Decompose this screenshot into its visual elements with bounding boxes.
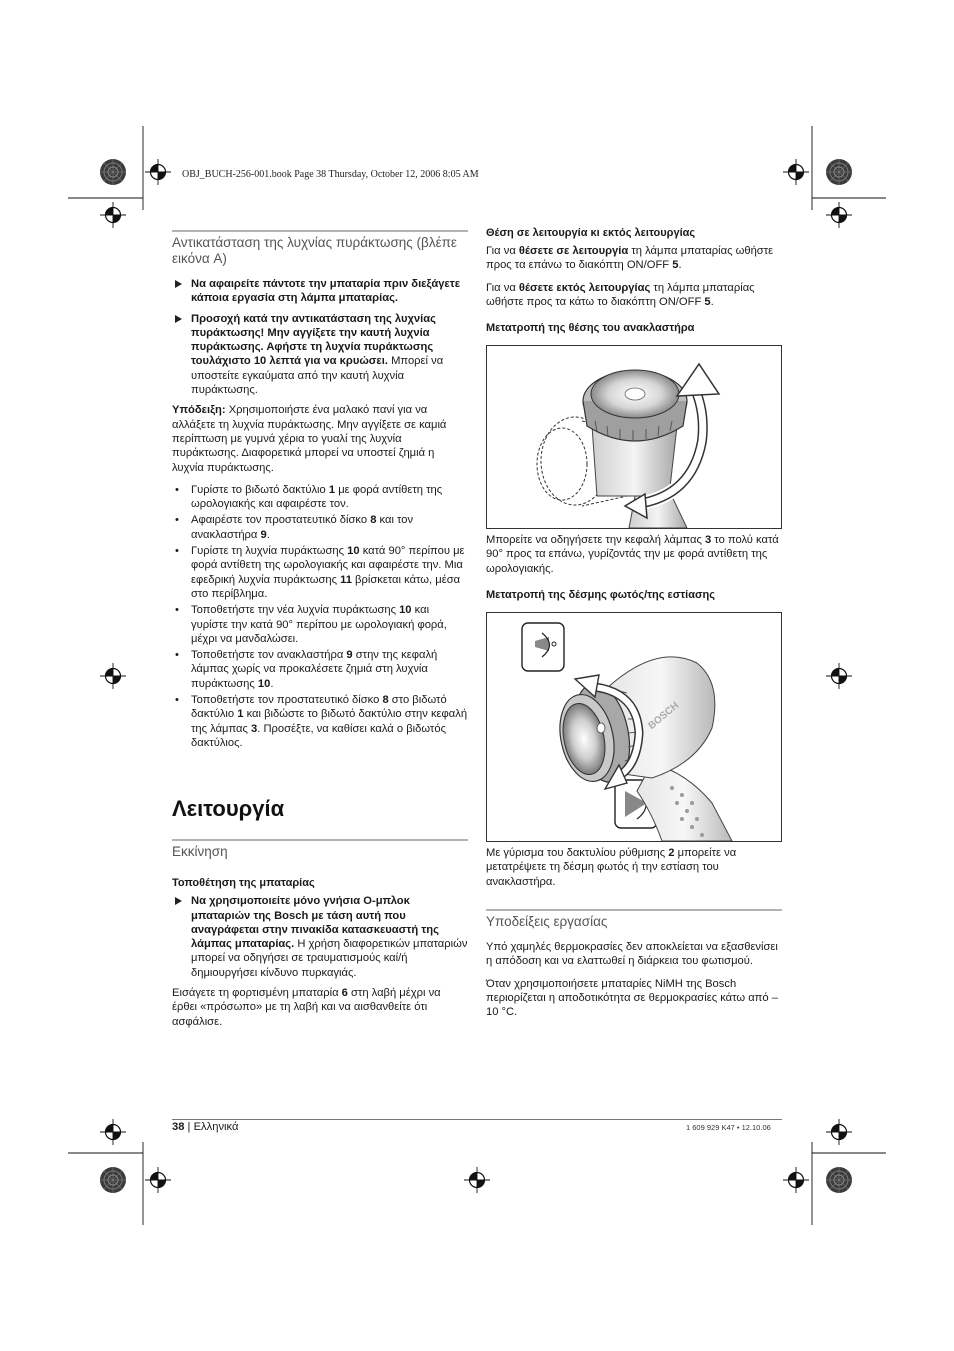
beam-focus-heading: Μετατροπή της δέσμης φωτός/της εστίασης (486, 589, 715, 602)
caution-bold-text: Προσοχή κατά την αντικατάσταση της λυχνίας πυράκτωσης! Μην αγγίξετε την καυτή λυχνία πυράκτωσης. Αφήστε τη λυχνία πυράκτωσης τουλάχιστο 10 λεπτά για να κρυώσει. (191, 312, 436, 368)
brand-logo-text: BOSCH (646, 700, 682, 732)
left-column (172, 230, 468, 1037)
battery-warning-text: Η χρήση διαφορετικών μπαταριών μπορεί να οδηγήσει σε τραυματισμούς καί/ή δημιουργήσει κίνδυνο πυρκαγιάς. (191, 938, 468, 979)
work-tips-heading: Υποδείξεις εργασίας (486, 909, 782, 930)
list-item: • Γυρίστε το βιδωτό δακτύλιο 1 με φορά αντίθετη της ωρολογιακής και αφαιρέστε τον. (175, 483, 443, 511)
start-heading: Εκκίνηση (172, 839, 468, 860)
footer-divider (172, 1119, 782, 1120)
reflector-position-heading: Μετατροπή της θέσης του ανακλαστήρα (486, 322, 695, 335)
list-item: • Τοποθετήστε τον ανακλαστήρα 9 στην της κεφαλή λάμπας χωρίς να προκαλέσετε ζημιά στη λυχνία πυράκτωσης 10. (175, 649, 438, 690)
triangle-bullet-icon (175, 315, 182, 323)
battery-insert-paragraph: Εισάγετε τη φορτισμένη μπαταρία 6 στη λαβή μέχρι να έρθει «πρόσωπο» με τη λαβή και να αισθανθείτε ότι ασφάλισε. (172, 986, 441, 1028)
right-column (486, 226, 782, 1027)
battery-insert-heading: Τοποθέτηση της μπαταρίας (172, 877, 315, 890)
footer-document-code: 1 609 929 K47 • 12.10.06 (686, 1123, 771, 1132)
reflector-caption: Μπορείτε να οδηγήσετε την κεφαλή λάμπας 3 το πολύ κατά 90° προς τα επάνω, γυρίζοντάς την με φορά αντίθετη της ωρολογιακής. (486, 534, 779, 575)
warning-text: Να αφαιρείτε πάντοτε την μπαταρία πριν διεξάγετε κάποια εργασία στη λάμπα μπαταρίας. (191, 278, 461, 305)
tips-paragraph-2: Όταν χρησιμοποιήσετε μπαταρίες NiMH της Bosch περιορίζεται η αποδοτικότητα σε θερμοκρασίες κάτω από – 10 °C. (486, 977, 778, 1019)
page-number: 38 (172, 1121, 185, 1133)
triangle-bullet-icon (175, 280, 182, 288)
note-text: Χρησιμοποιήστε ένα μαλακό πανί για να αλλάξετε τη λυχνία πυράκτωσης. Μην αγγίξετε σε καμιά περίπτωση με γυμνά χέρια το γυαλί της λυχνία πυράκτωσης. Διαφορετικά μπορεί να υποστεί ζημιά η λυχνία πυράκτωσης. (172, 404, 447, 474)
warning-bullet (172, 277, 468, 306)
switch-on-paragraph: Για να θέσετε σε λειτουργία τη λάμπα μπαταρίας ωθήστε προς τα επάνω το διακόπτη ON/OFF 5. (486, 245, 774, 272)
battery-warning-bold: Να χρησιμοποιείτε μόνο γνήσια O-μπλοκ μπαταριών της Bosch με τάση αυτή που αναγράφεται στην πινακίδα κατασκευαστή της λάμπας μπαταρίας. (191, 895, 439, 951)
beam-focus-figure (486, 612, 782, 842)
operation-heading: Λειτουργία (172, 796, 285, 822)
lamp-head-rotation-illustration (487, 346, 781, 528)
beam-caption: Με γύρισμα του δακτυλίου ρύθμισης 2 μπορείτε να μετατρέψετε τη δέσμη φωτός ή την εστίαση του ανακλαστήρα. (486, 847, 737, 888)
list-item: • Τοποθετήστε τον προστατευτικό δίσκο 8 στο βιδωτό δακτύλιο 1 και βιδώστε το βιδωτό δακτύλιο στην κεφαλή της λάμπας 3. Προσέξτε, να καθίσει καλά ο βιδωτός δακτύλιος. (175, 694, 468, 749)
list-item: • Τοποθετήστε την νέα λυχνία πυράκτωσης 10 και γυρίστε την κατά 90° περίπου με ωρολογιακή φορά, μέχρι να μανδαλώσει. (175, 604, 447, 645)
footer-language: | Ελληνικά (184, 1121, 239, 1133)
tips-paragraph-1: Υπό χαμηλές θερμοκρασίες δεν αποκλείεται να εξασθενίσει η απόδοση και να ελαττωθεί η διάρκεια του φωτισμού. (486, 940, 778, 968)
reflector-rotation-figure (486, 345, 782, 529)
footer-page-info (172, 1121, 238, 1133)
triangle-bullet-icon (175, 897, 182, 905)
note-paragraph (172, 403, 468, 474)
lamp-replacement-heading: Αντικατάσταση της λυχνίας πυράκτωσης (βλέπε εικόνα A) (172, 230, 468, 267)
steps-list (172, 483, 468, 750)
list-item: • Αφαιρέστε τον προστατευτικό δίσκο 8 και τον ανακλαστήρα 9. (175, 514, 414, 541)
caution-bullet (172, 312, 468, 398)
focus-ring-illustration (487, 613, 781, 841)
caution-text: Μπορεί να υποστείτε εγκαύματα από την καυτή λυχνία πυράκτωσης. (191, 355, 444, 397)
note-label: Υπόδειξη: (172, 404, 226, 417)
battery-warning-bullet (172, 894, 468, 980)
switch-off-paragraph: Για να θέσετε εκτός λειτουργίας τη λάμπα μπαταρίας ωθήστε προς τα κάτω το διακόπτη ON/OFF 5. (486, 281, 755, 308)
list-item: • Γυρίστε τη λυχνία πυράκτωσης 10 κατά 90° περίπου με φορά αντίθετη της ωρολογιακής και αφαιρέστε την. Μια εφεδρική λυχνία πυράκτωσης 11 βρίσκεται κάτω, μέσα στο περίβλημα. (175, 545, 465, 600)
onoff-heading: Θέση σε λειτουργία κι εκτός λειτουργίας (486, 227, 696, 239)
book-header-line: OBJ_BUCH-256-001.book Page 38 Thursday, October 12, 2006 8:05 AM (182, 169, 479, 180)
